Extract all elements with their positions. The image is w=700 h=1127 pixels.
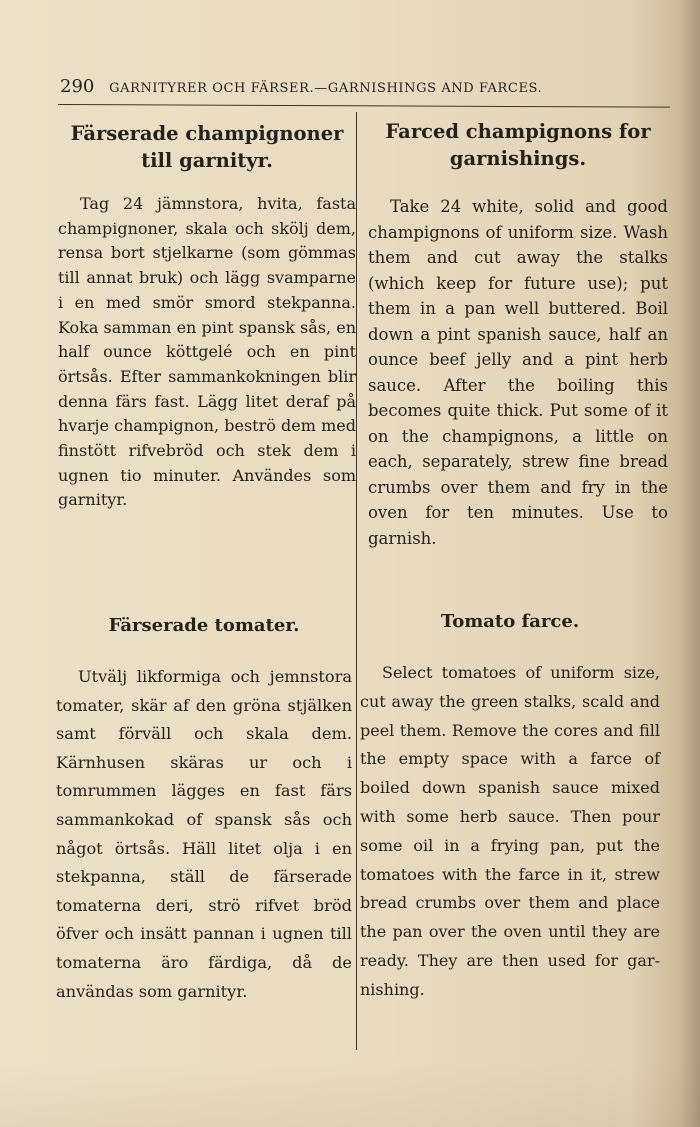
swedish-champignons-text: Tag 24 jämnstora, hvita, fasta champignoner, skala och skölj dem, rensa bort stjelkarne (som gömmas till annat bruk) och lägg svamparne i en med smör smord stekpanna. Koka samman en pint spansk sås, en half ounce köttgelé och en pint örtsås. Efter sammankokningen blir denna färs fast. Lägg litet deraf på hvarje champignon, beströ dem med finstött rifvebröd och stek dem i ugnen tio minuter. Användes som garnityr. — [58, 194, 356, 510]
header-rule — [58, 104, 670, 108]
english-champignons-title: Farced champignons for garnishings. — [385, 120, 651, 170]
page-bottom-shade — [0, 1060, 700, 1127]
swedish-champignons-title: Färserade champignoner till garnityr. — [70, 122, 344, 172]
column-divider — [356, 112, 357, 1050]
english-tomato-title: Tomato farce. — [440, 611, 580, 632]
english-champignons-section — [368, 118, 668, 551]
swedish-tomatoes-title: Färserade tomater. — [108, 615, 300, 636]
swedish-tomatoes-text: Utvälj likformiga och jemnstora tomater, skär af den gröna stjälken samt förväll och skala dem. Kärnhusen skäras ur och i tomrummen lägges en fast färs sammankokad of spansk sås och något örtsås. Häll litet olja i en stekpanna, ställ de färserade tomaterna deri, strö rifvet bröd öfver och insätt pannan i ugnen till tomaterna äro färdiga, då de användas som garnityr. — [56, 667, 352, 1001]
english-champignons-text: Take 24 white, solid and good champignons of uniform size. Wash them and cut away the stalks (which keep for future use); put them in a pan well buttered. Boil down a pint spanish sauce, half an ounce beef jelly and a pint herb sauce. After the boiling this becomes quite thick. Put some of it on the champignons, a little on each, separately, strew fine bread crumbs over them and fry in the oven for ten minutes. Use to garnish. — [368, 197, 668, 548]
english-tomato-section — [360, 608, 660, 1005]
page-header — [60, 76, 670, 97]
english-tomato-text: Select tomatoes of uniform size, cut away the green stalks, scald and peel them. Remove the cores and fill the empty space with a farce of boiled down spanish sauce mixed with some herb sauce. Then pour some oil in a frying pan, put the tomatoes with the farce in it, strew bread crumbs over them and place the pan over the oven until they are ready. They are then used for garnishing. — [360, 663, 660, 999]
swedish-champignons-section — [58, 120, 356, 513]
swedish-tomatoes-section — [56, 612, 352, 1006]
page-number: 290 — [60, 76, 95, 97]
running-title: GARNITYRER OCH FÄRSER.—GARNISHINGS AND FARCES. — [109, 81, 543, 96]
